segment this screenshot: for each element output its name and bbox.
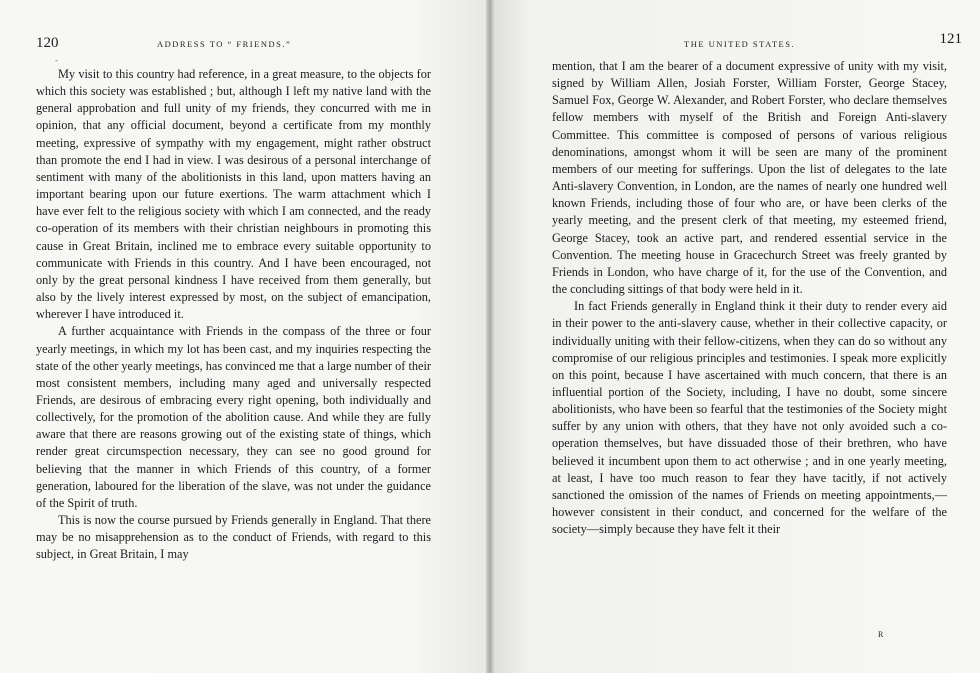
page-number-left: 120 xyxy=(36,35,59,51)
running-title-right: THE UNITED STATES. xyxy=(684,39,796,49)
paragraph: mention, that I am the bearer of a document expressive of unity with my visit, signed by William Allen, Josiah Forster, William Forster, George Stacey, Samuel Fox, George W. Alexander, and Robert Forster, who declare themselves fellow members with myself of the British and Foreign Anti-slavery Committee. This committee is composed of persons of various religious denominations, amongst whom it will be seen are many of the prominent members of our meeting for sufferings. Upon the list of delegates to the late Anti-slavery Convention, in London, are the names of nearly one hundred well known Friends, including those of four who are, or have been clerks of the yearly meeting, and the present clerk of that meeting, my esteemed friend, George Stacey, took an active part, and rendered essential service in the Convention. The meeting house in Gracechurch Street was freely granted by Friends in London, who have charge of it, for the use of the Convention, and the concluding sittings of that body were held in it. xyxy=(552,59,947,297)
page-number-right: 121 xyxy=(939,31,962,47)
signature-mark: R xyxy=(878,630,885,639)
paragraph: This is now the course pursued by Friends generally in England. That there may be no misapprehension as to the conduct of Friends, with regard to this subject, in Great Britain, I may xyxy=(36,513,431,562)
left-page-text xyxy=(36,66,431,564)
right-page xyxy=(490,0,980,673)
ink-mark: - xyxy=(55,56,58,65)
book-gutter xyxy=(486,0,494,673)
paragraph: My visit to this country had reference, in a great measure, to the objects for which this society was established ; but, although I left my native land with the general approbation and full unity of my friends, they concurred with me in opinion, that any official document, beyond a certificate from my monthly meeting, expressive of sympathy with my engagement, might rather obstruct than promote the end I had in view. I was desirous of a personal interchange of sentiment with many of the abolitionists in this land, upon matters having an important bearing upon our future exertions. The warm attachment which I have ever felt to the religious society with which I am connected, and the ready co-operation of its members with their christian neighbours in promoting this cause in Great Britain, inclined me to embrace every suitable opportunity to communicate with Friends in this country. And I have been encouraged, not only by the great personal kindness I have received from them generally, but also by the lively interest expressed by most, on the subject of emancipation, wherever I have introduced it. xyxy=(36,67,431,322)
paragraph: In fact Friends generally in England think it their duty to render every aid in their power to the anti-slavery cause, whether in their collective capacity, or individually uniting with their fellow-citizens, when they can do so without any compromise of our religious principles and testimonies. I speak more explicitly on this point, because I have ascertained with much concern, that there is an influential portion of the Society, including, I have no doubt, some sincere abolitionists, who have been so fearful that the testimonies of the Society might suffer by any union with others, that they have not only avoided such a co-operation themselves, but have dissuaded those of their brethren, who have believed it incumbent upon them to act otherwise ; and in one yearly meeting, at least, I have too much reason to fear they have tacitly, if not actively sanctioned the omission of the names of Friends on meeting appointments,— however consistent in their conduct, and concerned for the welfare of the society—simply because they have felt it their xyxy=(552,299,947,537)
paragraph: A further acquaintance with Friends in the compass of the three or four yearly meetings, in which my lot has been cast, and my inquiries respecting the state of the other yearly meetings, has convinced me that a large number of their most consistent members, including many aged and universally respected Friends, are desirous of embracing every right opening, both individually and collectively, for the promotion of the abolition cause. And while they are fully aware that there are reasons growing out of the existing state of things, which render great circumspection necessary, they can see no good ground for believing that the manner in which Friends of this country, of a former generation, laboured for the liberation of the slave, was not under the guidance of the Spirit of truth. xyxy=(36,324,431,510)
right-page-text xyxy=(552,58,947,538)
running-title-left: ADDRESS TO “ FRIENDS.” xyxy=(157,39,292,49)
